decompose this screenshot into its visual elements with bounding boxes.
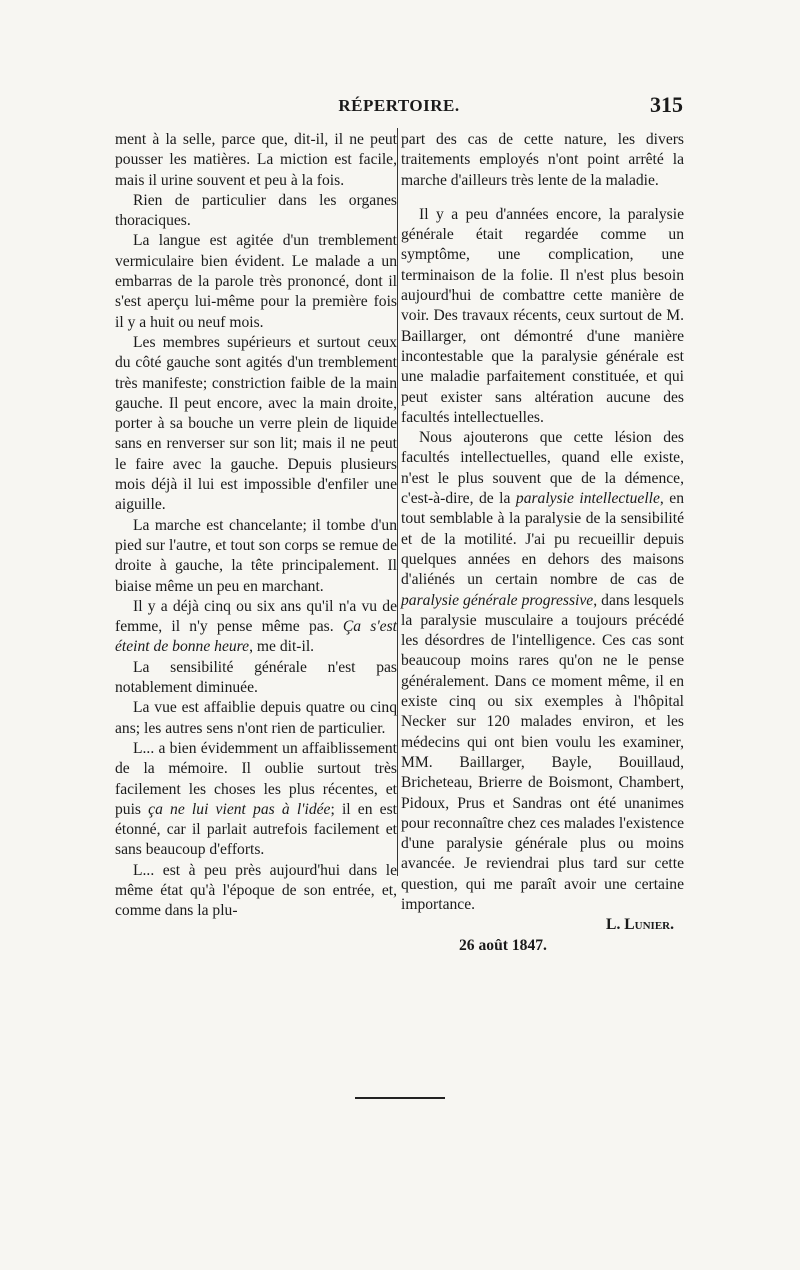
- paragraph: La vue est affaiblie depuis quatre ou cinq ans; les autres sens n'ont rien de particulier.: [115, 699, 397, 737]
- left-column: [115, 130, 397, 922]
- paragraph: Il y a peu d'années encore, la paralysie générale était regardée comme un symptôme, une complication, une terminaison de la folie. Il n'est plus besoin aujourd'hui de combattre cette manière de voir. Des travaux récents, ceux surtout de M. Baillarger, ont démontré d'une manière incontestable que la paralysie générale est une maladie parfaitement constituée, et qui peut exister sans altération aucune des facultés intellectuelles.: [401, 205, 684, 426]
- date-line: 26 août 1847.: [459, 936, 547, 954]
- italic-quote: Ça s'est éteint de bonne heure: [115, 618, 397, 656]
- author-signature: L. Lunier.: [606, 916, 674, 934]
- right-column: [401, 130, 684, 956]
- paragraph: [115, 597, 397, 658]
- italic-quote: ça ne lui vient pas à l'idée: [148, 800, 331, 818]
- end-rule: [355, 1097, 445, 1099]
- running-title: RÉPERTOIRE.: [338, 96, 460, 115]
- text-run: Nous ajouterons que cette lésion des facultés intellectuelles, quand elle existe, n'est le plus souvent que de la démence, c'est-à-dire, de la: [401, 429, 684, 508]
- italic-term: paralysie intellectuelle: [515, 490, 660, 508]
- paragraph: ment à la selle, parce que, dit-il, il ne peut pousser les matières. La miction est facile, mais il urine souvent et peu à la fois.: [115, 131, 397, 189]
- paragraph: La marche est chancelante; il tombe d'un pied sur l'autre, et tout son corps se remue de droite à gauche, la tête principalement. Il biaise même un peu en marchant.: [115, 516, 397, 595]
- paragraph: La langue est agitée d'un tremblement vermiculaire bien évident. Le malade a un embarras de la parole très prononcé, dont il s'est aperçu lui-même pour la première fois il y a huit ou neuf mois.: [115, 232, 397, 331]
- paragraph: Rien de particulier dans les organes thoraciques.: [115, 191, 397, 230]
- paragraph: L... est à peu près aujourd'hui dans le même état qu'à l'époque de son entrée, et, comme dans la plu-: [115, 861, 397, 920]
- paragraph: Les membres supérieurs et surtout ceux du côté gauche sont agités d'un tremblement très manifeste; constriction faible de la main gauche. Il peut encore, avec la main droite, porter à sa bouche un verre plein de liquide sans en renverser sur son lit; mais il ne peut le faire avec la gauche. Depuis plusieurs mois déjà il lui est impossible d'enfiler une aiguille.: [115, 333, 397, 514]
- italic-term: paralysie générale progressive: [401, 591, 594, 609]
- paragraph: part des cas de cette nature, les divers traitements employés n'ont point arrêté la marche d'ailleurs très lente de la maladie.: [401, 131, 684, 189]
- paragraph: [401, 428, 684, 915]
- text-run: L... a bien évidemment un affaiblissement de la mémoire. Il oublie surtout très facilement les choses les plus récentes, et puis: [115, 739, 397, 818]
- text-run: , dans lesquels la paralysie musculaire a toujours précédé les désordres de l'intelligence. Ces cas sont beaucoup moins rares qu'on ne le pense généralement. Dans ce moment même, il en existe cinq ou six exemples à l'hôpital Necker sur 120 malades environ, et les médecins qui ont bien voulu les examiner, MM. Baillarger, Bayle, Bouillaud, Bricheteau, Brierre de Boismont, Chambert, Pidoux, Prus et Sandras ont été unanimes pour reconnaître chez ces malades l'existence d'une paralysie générale plus ou moins avancée. Je reviendrai plus tard sur cette question, qui me paraît avoir une certaine importance.: [401, 591, 684, 913]
- paragraph: La sensibilité générale n'est pas notablement diminuée.: [115, 658, 397, 697]
- page-number: 315: [650, 92, 683, 117]
- paragraph: [115, 739, 397, 861]
- text-run: ; il en est étonné, car il parlait autrefois facilement et sans beaucoup d'efforts.: [115, 800, 397, 859]
- text-run: , me dit-il.: [249, 638, 315, 656]
- column-divider: [397, 128, 398, 876]
- running-header: [115, 92, 683, 118]
- text-run: , en tout semblable à la paralysie de la sensibilité et de la motilité. J'ai pu recueillir depuis quelques années en dehors des maisons d'aliénés un certain nombre de cas de: [401, 490, 685, 589]
- text-run: Il y a déjà cinq ou six ans qu'il n'a vu de femme, il n'y pense même pas.: [115, 597, 397, 636]
